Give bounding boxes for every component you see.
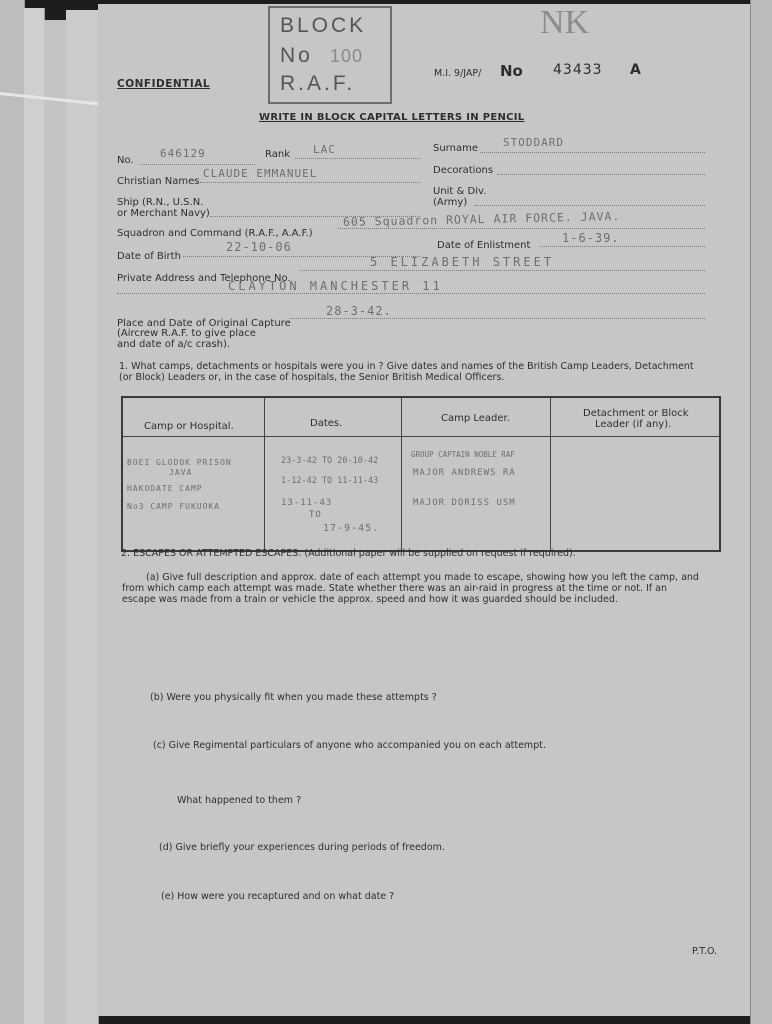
rank-label: Rank bbox=[265, 149, 290, 160]
header-detachment-1: Detachment or Block bbox=[583, 408, 689, 419]
question-1-line-2: (or Block) Leaders or, in the case of hospitals, the Senior British Medical Officers. bbox=[119, 372, 505, 383]
unit-line bbox=[475, 205, 705, 206]
header-leader: Camp Leader. bbox=[441, 413, 510, 424]
row-4-leader: MAJOR DORISS USM bbox=[413, 498, 516, 508]
row-1-leader: GROUP CAPTAIN NOBLE RAF bbox=[411, 450, 515, 459]
question-2a-line-1: (a) Give full description and approx. date of each attempt you made to escape, showing how you left the camp, and bbox=[146, 572, 699, 583]
corner-mark: NK bbox=[540, 4, 590, 41]
squadron-value: 605 Squadron ROYAL AIR FORCE. JAVA. bbox=[342, 209, 621, 229]
row-1-dates: 23-3-42 TO 20-10-42 bbox=[281, 456, 379, 466]
decorations-label: Decorations bbox=[433, 165, 494, 176]
squadron-label: Squadron and Command (R.A.F., A.A.F.) bbox=[117, 228, 313, 239]
capture-line bbox=[290, 318, 705, 319]
row-4-camp: No3 CAMP FUKUOKA bbox=[127, 502, 221, 511]
question-1-line-1: 1. What camps, detachments or hospitals were you in ? Give dates and names of the British Camp Leaders, Detachment bbox=[119, 361, 694, 372]
no-line bbox=[140, 164, 255, 165]
row-6-dates: 17-9-45. bbox=[323, 523, 380, 534]
squadron-line bbox=[338, 228, 705, 229]
address-line-2 bbox=[117, 293, 705, 294]
question-2b: (b) Were you physically fit when you made these attempts ? bbox=[150, 692, 437, 703]
stamp-line-2: No bbox=[280, 44, 313, 67]
ship-label-1: Ship (R.N., U.S.N. bbox=[117, 197, 204, 208]
table-divider-3 bbox=[550, 398, 551, 550]
question-2c-followup: What happened to them ? bbox=[177, 795, 302, 806]
table-divider-1 bbox=[264, 398, 265, 550]
surname-value: STODDARD bbox=[503, 136, 564, 149]
enlistment-label: Date of Enlistment bbox=[437, 240, 531, 251]
header-dates: Dates. bbox=[310, 418, 343, 429]
page-stack-edge-2 bbox=[24, 8, 45, 1024]
unit-label-2: (Army) bbox=[433, 197, 468, 208]
capture-label-2: (Aircrew R.A.F. to give place bbox=[117, 328, 256, 339]
row-3-leader: MAJOR ANDREWS RA bbox=[413, 468, 516, 478]
address-value-1: 5 ELIZABETH STREET bbox=[370, 255, 555, 269]
capture-value: 28-3-42. bbox=[326, 304, 392, 318]
form-suffix: A bbox=[630, 62, 641, 78]
ship-label-2: or Merchant Navy) bbox=[117, 208, 210, 219]
address-label: Private Address and Telephone No. bbox=[117, 273, 291, 284]
row-2-camp: JAVA bbox=[169, 468, 193, 477]
question-2c: (c) Give Regimental particulars of anyone who accompanied you on each attempt. bbox=[153, 740, 546, 751]
enlistment-value: 1-6-39. bbox=[562, 231, 620, 245]
question-2d: (d) Give briefly your experiences during periods of freedom. bbox=[159, 842, 445, 853]
mi9-reference: M.I. 9/JAP/ bbox=[434, 68, 482, 79]
capture-label-3: and date of a/c crash). bbox=[117, 339, 231, 350]
row-3-camp: HAKODATE CAMP bbox=[127, 484, 203, 493]
dob-label: Date of Birth bbox=[117, 251, 181, 262]
no-label: No. bbox=[117, 155, 134, 166]
stamp-line-3: R.A.F. bbox=[280, 72, 356, 95]
address-line-1 bbox=[300, 270, 705, 271]
row-1-camp: BOEI GLODOK PRISON bbox=[127, 458, 232, 467]
address-value-2: CLAYTON MANCHESTER 11 bbox=[228, 279, 443, 293]
surname-label: Surname bbox=[433, 143, 478, 154]
page-stack-edge-3 bbox=[44, 20, 67, 1024]
rank-line bbox=[295, 158, 420, 159]
pto-label: P.T.O. bbox=[692, 946, 718, 957]
row-3-dates: 1-12-42 TO 11-11-43 bbox=[281, 476, 379, 486]
rank-value: LAC bbox=[313, 143, 336, 156]
form-number: 43433 bbox=[553, 62, 603, 78]
christian-names-line bbox=[200, 182, 420, 183]
row-5-dates: TO bbox=[309, 510, 322, 520]
service-number-value: 646129 bbox=[160, 147, 206, 160]
question-2a-line-3: escape was made from a train or vehicle the approx. speed and how it was guarded should be included. bbox=[122, 594, 618, 605]
camps-table bbox=[121, 396, 721, 552]
stamp-line-1: BLOCK bbox=[280, 14, 367, 37]
stamp-handwritten-number: 100 bbox=[330, 46, 364, 66]
capture-label-1: Place and Date of Original Capture bbox=[117, 318, 291, 329]
christian-names-value: CLAUDE EMMANUEL bbox=[203, 167, 318, 180]
surname-line bbox=[480, 152, 705, 153]
number-label: No bbox=[500, 62, 523, 80]
question-2a-line-2: from which camp each attempt was made. State whether there was an air-raid in progress at the time or not. If an bbox=[122, 583, 668, 594]
page-stack-edge-4 bbox=[66, 10, 99, 1024]
header-detachment-2: Leader (if any). bbox=[595, 419, 672, 430]
question-2-title: 2. ESCAPES OR ATTEMPTED ESCAPES. (Additional paper will be supplied on request if required). bbox=[121, 548, 576, 559]
right-page-stack bbox=[750, 0, 772, 1024]
enlistment-line bbox=[540, 246, 705, 247]
page-stack-edge-1 bbox=[0, 0, 25, 1024]
table-divider-2 bbox=[401, 398, 402, 550]
row-4-dates: 13-11-43 bbox=[281, 498, 333, 508]
block-raf-stamp bbox=[268, 6, 392, 104]
header-camp: Camp or Hospital. bbox=[144, 421, 234, 432]
dob-value: 22-10-06 bbox=[226, 240, 292, 254]
table-header-rule bbox=[123, 436, 719, 437]
decorations-line bbox=[497, 174, 705, 175]
unit-label-1: Unit & Div. bbox=[433, 186, 487, 197]
question-2e: (e) How were you recaptured and on what date ? bbox=[161, 891, 395, 902]
confidential-label: CONFIDENTIAL bbox=[117, 78, 211, 90]
instruction-heading: WRITE IN BLOCK CAPITAL LETTERS IN PENCIL bbox=[259, 112, 525, 123]
christian-names-label: Christian Names bbox=[117, 176, 200, 187]
